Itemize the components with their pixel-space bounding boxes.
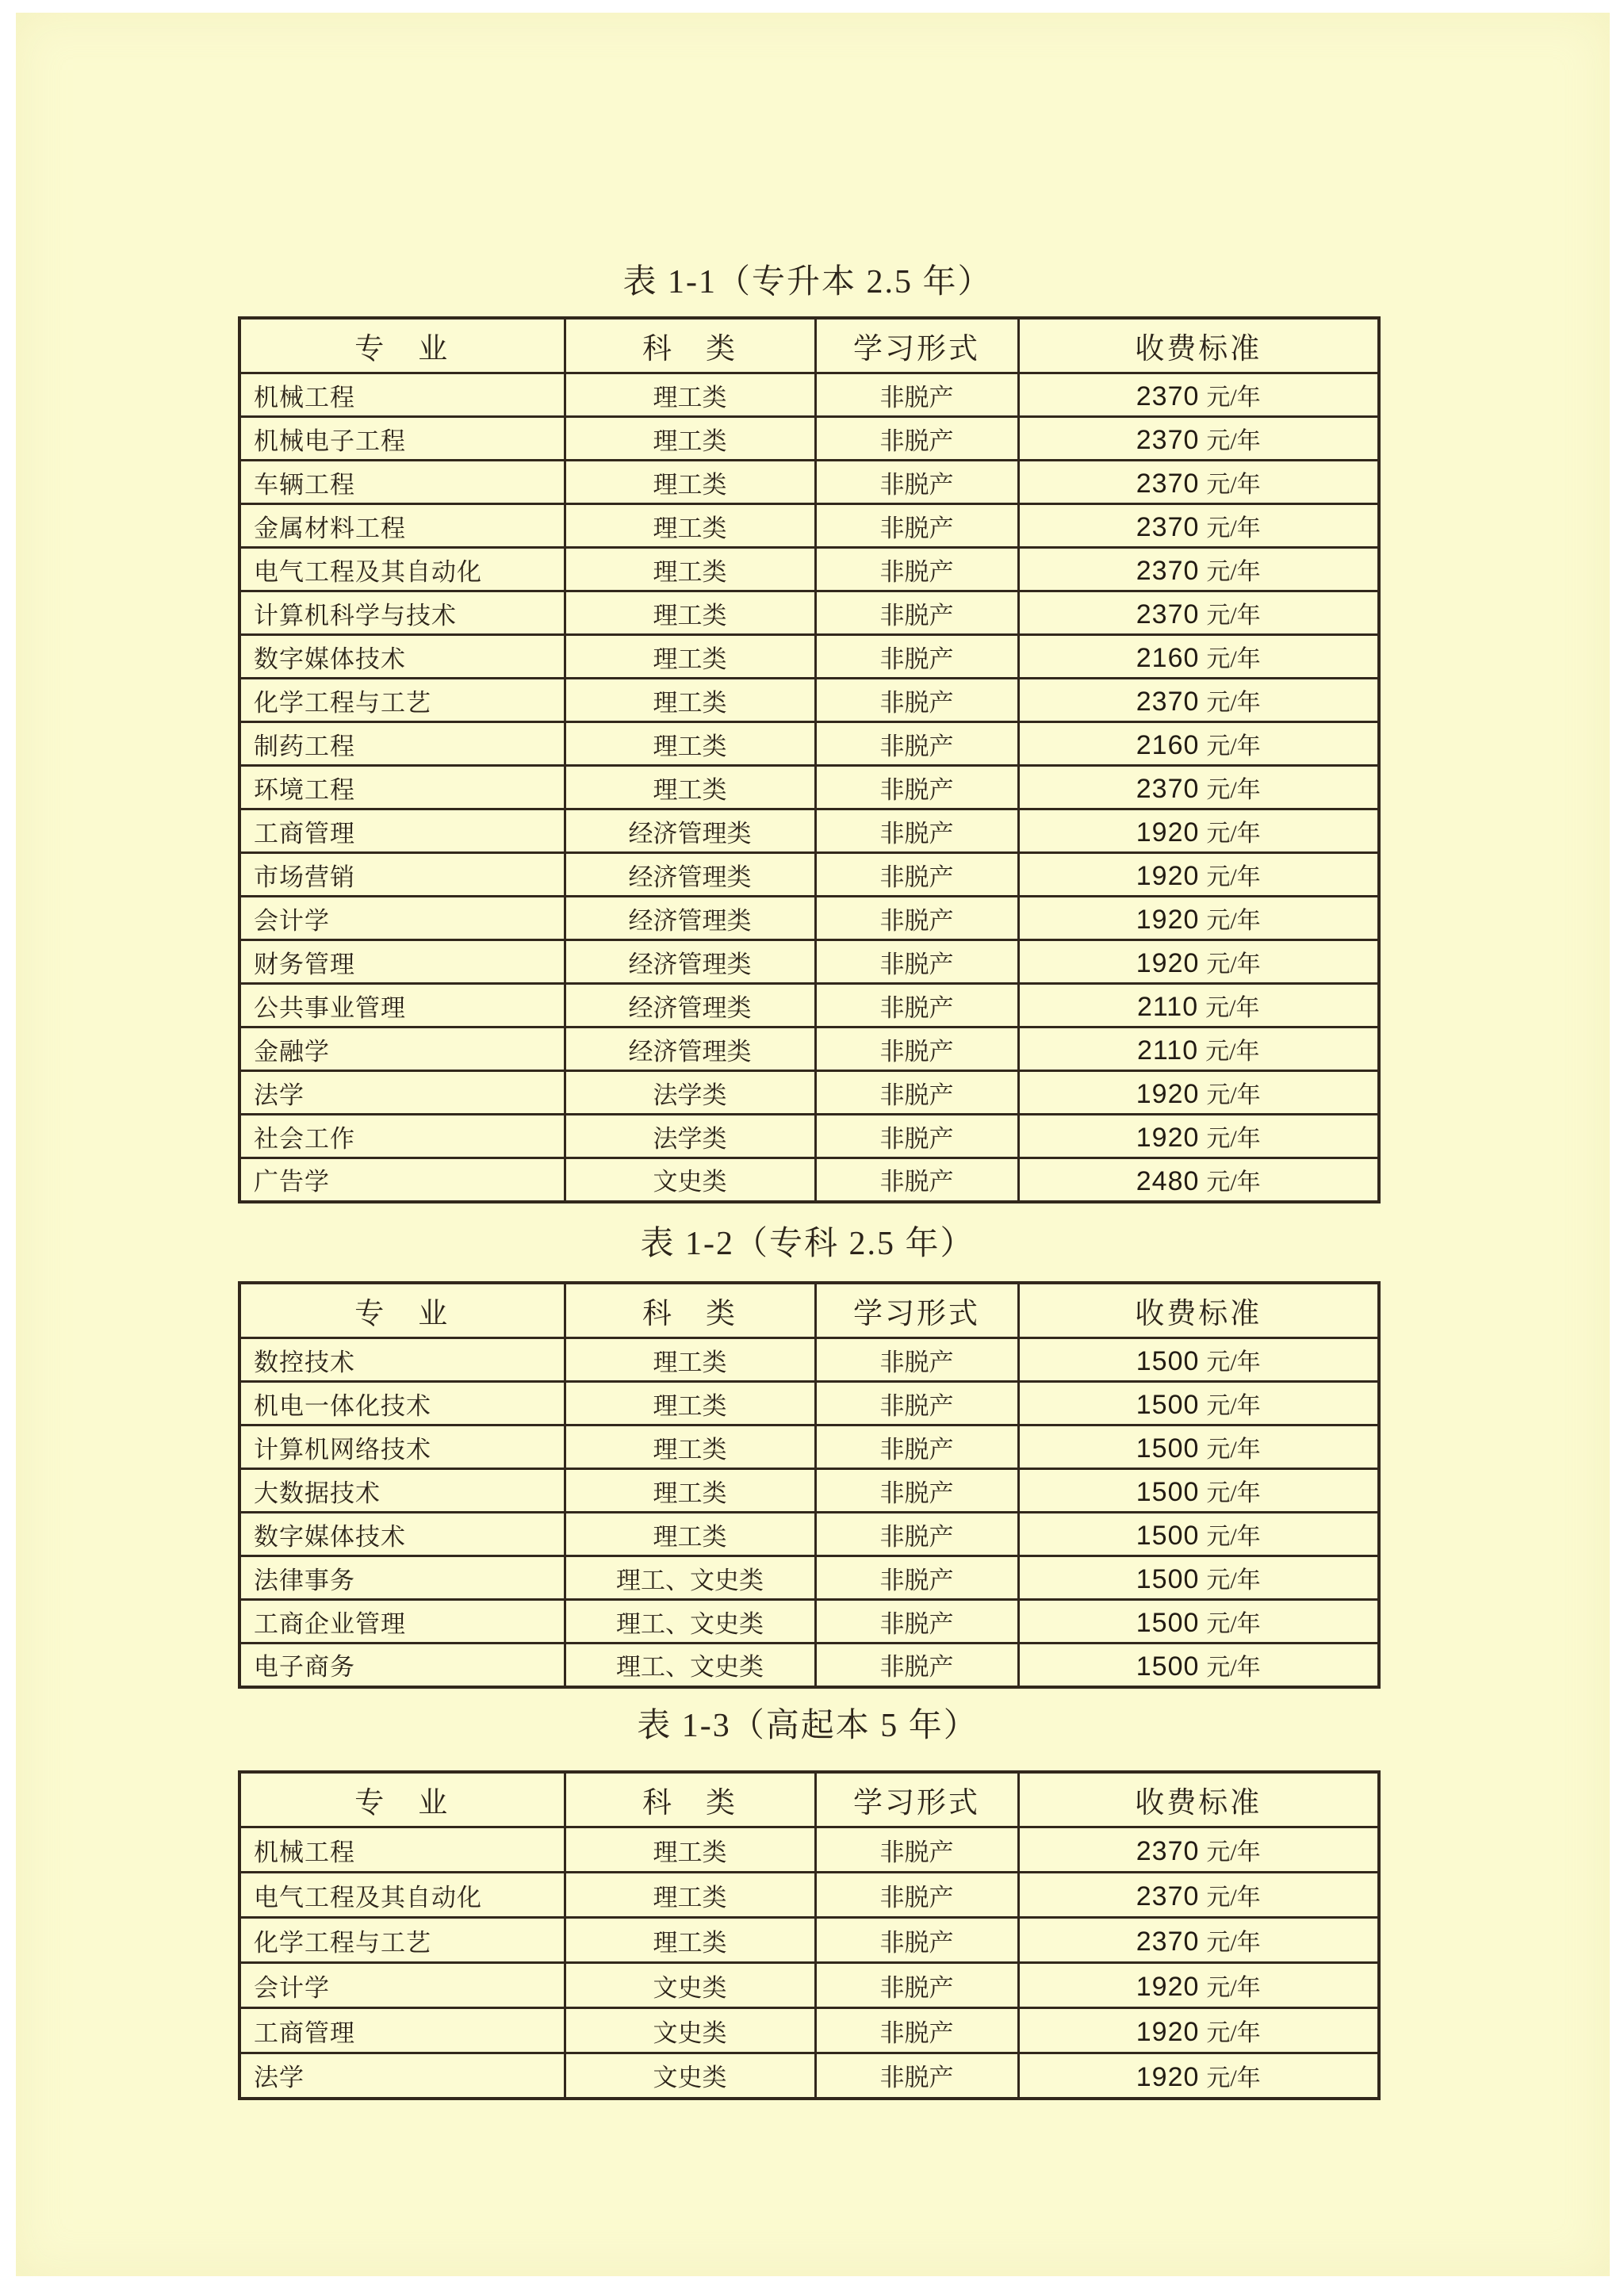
cell-fee <box>1018 1425 1379 1469</box>
cell-category: 理工类 <box>565 1469 815 1513</box>
cell-form: 非脱产 <box>815 417 1018 461</box>
table-row <box>239 984 1379 1027</box>
cell-major: 机械工程 <box>239 373 565 417</box>
fee-unit: 元/年 <box>1206 646 1261 672</box>
table-row <box>239 766 1379 809</box>
cell-major: 化学工程与工艺 <box>239 1918 565 1963</box>
fee-amount: 2370 <box>1136 425 1200 455</box>
cell-major: 机械工程 <box>239 1827 565 1873</box>
cell-category: 理工类 <box>565 1873 815 1918</box>
cell-form: 非脱产 <box>815 1513 1018 1556</box>
cell-category: 理工类 <box>565 1827 815 1873</box>
cell-major: 工商管理 <box>239 809 565 853</box>
cell-fee <box>1018 1513 1379 1556</box>
cell-category: 经济管理类 <box>565 984 815 1027</box>
cell-fee <box>1018 1918 1379 1963</box>
header-form: 学习形式 <box>815 1772 1018 1827</box>
cell-fee <box>1018 1158 1379 1202</box>
table-row <box>239 548 1379 591</box>
cell-form: 非脱产 <box>815 1382 1018 1425</box>
fee-unit: 元/年 <box>1206 908 1261 934</box>
cell-fee <box>1018 373 1379 417</box>
cell-major: 工商企业管理 <box>239 1600 565 1644</box>
table-row <box>239 1382 1379 1425</box>
cell-form: 非脱产 <box>815 984 1018 1027</box>
fee-unit: 元/年 <box>1205 995 1260 1021</box>
fee-amount: 2370 <box>1136 687 1200 717</box>
fee-amount: 2160 <box>1136 730 1200 760</box>
cell-fee <box>1018 1873 1379 1918</box>
table-row <box>239 1963 1379 2008</box>
cell-category: 文史类 <box>565 1963 815 2008</box>
table-row <box>239 940 1379 984</box>
cell-form: 非脱产 <box>815 897 1018 940</box>
header-row <box>239 1772 1379 1827</box>
table-body <box>239 1338 1379 1687</box>
cell-major: 电气工程及其自动化 <box>239 548 565 591</box>
cell-major: 环境工程 <box>239 766 565 809</box>
table-row <box>239 1644 1379 1687</box>
fee-amount: 1500 <box>1136 1477 1200 1507</box>
cell-fee <box>1018 1600 1379 1644</box>
table-row <box>239 591 1379 635</box>
table-title: 表 1-2（专科 2.5 年） <box>640 1226 975 1262</box>
fee-unit: 元/年 <box>1206 777 1261 803</box>
header-fee: 收费标准 <box>1018 1772 1379 1827</box>
fee-table <box>238 1770 1381 2100</box>
cell-category: 理工类 <box>565 635 815 679</box>
cell-category: 经济管理类 <box>565 853 815 897</box>
table-body <box>239 373 1379 1202</box>
cell-fee <box>1018 2008 1379 2053</box>
table-row <box>239 635 1379 679</box>
cell-major: 市场营销 <box>239 853 565 897</box>
cell-category: 经济管理类 <box>565 940 815 984</box>
cell-major: 电气工程及其自动化 <box>239 1873 565 1918</box>
cell-major: 大数据技术 <box>239 1469 565 1513</box>
fee-unit: 元/年 <box>1206 1654 1261 1681</box>
cell-fee <box>1018 548 1379 591</box>
fee-unit: 元/年 <box>1206 1975 1261 2001</box>
fee-unit: 元/年 <box>1206 1930 1261 1956</box>
fee-unit: 元/年 <box>1206 951 1261 978</box>
cell-fee <box>1018 591 1379 635</box>
fee-unit: 元/年 <box>1206 559 1261 585</box>
header-fee: 收费标准 <box>1018 318 1379 373</box>
cell-form: 非脱产 <box>815 940 1018 984</box>
cell-form: 非脱产 <box>815 591 1018 635</box>
cell-category: 理工类 <box>565 766 815 809</box>
table-row <box>239 1556 1379 1600</box>
fee-amount: 2370 <box>1136 469 1200 499</box>
fee-unit: 元/年 <box>1206 1839 1261 1866</box>
table-row <box>239 417 1379 461</box>
header-category: 科 类 <box>565 1772 815 1827</box>
cell-fee <box>1018 1827 1379 1873</box>
cell-category: 理工类 <box>565 679 815 722</box>
fee-amount: 1500 <box>1136 1608 1200 1638</box>
cell-major: 数字媒体技术 <box>239 1513 565 1556</box>
cell-fee <box>1018 722 1379 766</box>
fee-unit: 元/年 <box>1206 1437 1261 1463</box>
cell-form: 非脱产 <box>815 461 1018 504</box>
cell-fee <box>1018 504 1379 548</box>
table-row <box>239 1071 1379 1115</box>
fee-amount: 2370 <box>1136 556 1200 586</box>
cell-major: 法学 <box>239 1071 565 1115</box>
fee-amount: 1500 <box>1136 1564 1200 1594</box>
cell-category: 文史类 <box>565 2053 815 2099</box>
cell-form: 非脱产 <box>815 2008 1018 2053</box>
fee-amount: 2370 <box>1136 599 1200 629</box>
header-form: 学习形式 <box>815 318 1018 373</box>
cell-form: 非脱产 <box>815 1644 1018 1687</box>
cell-fee <box>1018 1071 1379 1115</box>
cell-category: 理工类 <box>565 1425 815 1469</box>
table-row <box>239 1158 1379 1202</box>
cell-category: 理工类 <box>565 1338 815 1382</box>
cell-form: 非脱产 <box>815 1115 1018 1158</box>
fee-amount: 2110 <box>1137 992 1199 1022</box>
paper-background <box>16 13 1610 2276</box>
cell-major: 电子商务 <box>239 1644 565 1687</box>
cell-category: 法学类 <box>565 1115 815 1158</box>
table-row <box>239 1115 1379 1158</box>
fee-amount: 1500 <box>1136 1521 1200 1551</box>
cell-fee <box>1018 1382 1379 1425</box>
cell-category: 经济管理类 <box>565 1027 815 1071</box>
cell-fee <box>1018 417 1379 461</box>
table-row <box>239 2053 1379 2099</box>
cell-form: 非脱产 <box>815 853 1018 897</box>
fee-amount: 1920 <box>1136 817 1200 848</box>
cell-major: 法学 <box>239 2053 565 2099</box>
header-category: 科 类 <box>565 1283 815 1338</box>
table-row <box>239 1425 1379 1469</box>
fee-amount: 2370 <box>1136 1836 1200 1866</box>
cell-major: 数字媒体技术 <box>239 635 565 679</box>
table-row <box>239 679 1379 722</box>
table-title: 表 1-3（高起本 5 年） <box>637 1708 979 1744</box>
table-row <box>239 1600 1379 1644</box>
cell-major: 计算机科学与技术 <box>239 591 565 635</box>
cell-form: 非脱产 <box>815 766 1018 809</box>
cell-fee <box>1018 1469 1379 1513</box>
cell-major: 广告学 <box>239 1158 565 1202</box>
cell-fee <box>1018 635 1379 679</box>
table-row <box>239 1027 1379 1071</box>
cell-fee <box>1018 897 1379 940</box>
cell-category: 理工类 <box>565 461 815 504</box>
cell-major: 法律事务 <box>239 1556 565 1600</box>
header-form: 学习形式 <box>815 1283 1018 1338</box>
fee-amount: 1500 <box>1136 1390 1200 1420</box>
table-row <box>239 853 1379 897</box>
cell-category: 理工类 <box>565 548 815 591</box>
header-major: 专 业 <box>239 1772 565 1827</box>
fee-unit: 元/年 <box>1206 1480 1261 1506</box>
table-body <box>239 1827 1379 2099</box>
cell-category: 理工类 <box>565 1918 815 1963</box>
fee-unit: 元/年 <box>1205 1039 1260 1065</box>
cell-form: 非脱产 <box>815 1918 1018 1963</box>
fee-amount: 2110 <box>1137 1035 1199 1066</box>
cell-form: 非脱产 <box>815 1873 1018 1918</box>
cell-fee <box>1018 679 1379 722</box>
cell-fee <box>1018 1963 1379 2008</box>
fee-amount: 1920 <box>1136 1123 1200 1153</box>
cell-fee <box>1018 809 1379 853</box>
cell-major: 车辆工程 <box>239 461 565 504</box>
cell-major: 计算机网络技术 <box>239 1425 565 1469</box>
cell-form: 非脱产 <box>815 1469 1018 1513</box>
cell-major: 机械电子工程 <box>239 417 565 461</box>
cell-form: 非脱产 <box>815 1556 1018 1600</box>
cell-major: 工商管理 <box>239 2008 565 2053</box>
table-row <box>239 1513 1379 1556</box>
header-category: 科 类 <box>565 318 815 373</box>
cell-form: 非脱产 <box>815 1071 1018 1115</box>
table-row <box>239 897 1379 940</box>
cell-form: 非脱产 <box>815 1827 1018 1873</box>
fee-amount: 2370 <box>1136 381 1200 411</box>
fee-unit: 元/年 <box>1206 428 1261 454</box>
fee-amount: 1500 <box>1136 1433 1200 1464</box>
fee-table <box>238 316 1381 1203</box>
fee-unit: 元/年 <box>1206 1082 1261 1108</box>
fee-amount: 2370 <box>1136 512 1200 542</box>
cell-major: 公共事业管理 <box>239 984 565 1027</box>
cell-form: 非脱产 <box>815 635 1018 679</box>
header-row <box>239 318 1379 373</box>
cell-category: 理工类 <box>565 373 815 417</box>
fee-table-section-1 <box>238 262 1377 1203</box>
header-row <box>239 1283 1379 1338</box>
table-row <box>239 1469 1379 1513</box>
cell-category: 理工类 <box>565 504 815 548</box>
header-fee: 收费标准 <box>1018 1283 1379 1338</box>
cell-form: 非脱产 <box>815 373 1018 417</box>
cell-major: 化学工程与工艺 <box>239 679 565 722</box>
fee-unit: 元/年 <box>1206 515 1261 541</box>
cell-form: 非脱产 <box>815 809 1018 853</box>
cell-form: 非脱产 <box>815 1027 1018 1071</box>
fee-amount: 1920 <box>1136 948 1200 978</box>
fee-unit: 元/年 <box>1206 733 1261 760</box>
fee-unit: 元/年 <box>1206 1169 1261 1196</box>
table-row <box>239 1918 1379 1963</box>
table-row <box>239 461 1379 504</box>
fee-table-section-2 <box>238 1224 1377 1689</box>
cell-fee <box>1018 766 1379 809</box>
cell-fee <box>1018 1644 1379 1687</box>
fee-amount: 1920 <box>1136 905 1200 935</box>
cell-category: 理工类 <box>565 591 815 635</box>
cell-fee <box>1018 1115 1379 1158</box>
fee-amount: 1500 <box>1136 1651 1200 1682</box>
fee-unit: 元/年 <box>1206 1349 1261 1376</box>
cell-form: 非脱产 <box>815 504 1018 548</box>
cell-major: 金属材料工程 <box>239 504 565 548</box>
cell-category: 经济管理类 <box>565 897 815 940</box>
fee-unit: 元/年 <box>1206 1524 1261 1550</box>
fee-unit: 元/年 <box>1206 1611 1261 1637</box>
fee-table <box>238 1281 1381 1689</box>
fee-amount: 2370 <box>1136 1881 1200 1911</box>
header-major: 专 业 <box>239 318 565 373</box>
table-row <box>239 2008 1379 2053</box>
fee-amount: 2160 <box>1136 643 1200 673</box>
fee-unit: 元/年 <box>1206 1126 1261 1152</box>
fee-amount: 1920 <box>1136 2017 1200 2047</box>
cell-category: 经济管理类 <box>565 809 815 853</box>
fee-unit: 元/年 <box>1206 1393 1261 1419</box>
fee-unit: 元/年 <box>1206 2020 1261 2046</box>
fee-amount: 2370 <box>1136 774 1200 804</box>
cell-category: 理工、文史类 <box>565 1644 815 1687</box>
cell-fee <box>1018 461 1379 504</box>
fee-unit: 元/年 <box>1206 864 1261 890</box>
table-row <box>239 1873 1379 1918</box>
fee-unit: 元/年 <box>1206 472 1261 498</box>
cell-form: 非脱产 <box>815 679 1018 722</box>
cell-category: 法学类 <box>565 1071 815 1115</box>
cell-category: 文史类 <box>565 2008 815 2053</box>
fee-amount: 1920 <box>1136 861 1200 891</box>
cell-form: 非脱产 <box>815 1600 1018 1644</box>
fee-amount: 2480 <box>1136 1165 1200 1196</box>
cell-major: 机电一体化技术 <box>239 1382 565 1425</box>
fee-unit: 元/年 <box>1206 690 1261 716</box>
fee-table-section-3 <box>238 1706 1377 2100</box>
cell-form: 非脱产 <box>815 2053 1018 2099</box>
cell-form: 非脱产 <box>815 1338 1018 1382</box>
cell-fee <box>1018 1556 1379 1600</box>
fee-unit: 元/年 <box>1206 603 1261 629</box>
cell-fee <box>1018 984 1379 1027</box>
cell-major: 金融学 <box>239 1027 565 1071</box>
fee-unit: 元/年 <box>1206 2064 1261 2091</box>
cell-form: 非脱产 <box>815 548 1018 591</box>
header-major: 专 业 <box>239 1283 565 1338</box>
cell-form: 非脱产 <box>815 722 1018 766</box>
cell-major: 数控技术 <box>239 1338 565 1382</box>
cell-major: 制药工程 <box>239 722 565 766</box>
cell-fee <box>1018 2053 1379 2099</box>
fee-unit: 元/年 <box>1206 821 1261 847</box>
cell-category: 理工类 <box>565 722 815 766</box>
cell-form: 非脱产 <box>815 1158 1018 1202</box>
cell-fee <box>1018 940 1379 984</box>
table-row <box>239 1827 1379 1873</box>
cell-major: 社会工作 <box>239 1115 565 1158</box>
cell-form: 非脱产 <box>815 1425 1018 1469</box>
fee-amount: 1920 <box>1136 1079 1200 1109</box>
cell-category: 文史类 <box>565 1158 815 1202</box>
table-title: 表 1-1（专升本 2.5 年） <box>622 264 993 300</box>
cell-category: 理工、文史类 <box>565 1556 815 1600</box>
fee-unit: 元/年 <box>1206 385 1261 411</box>
fee-unit: 元/年 <box>1206 1567 1261 1594</box>
fee-amount: 1920 <box>1136 1972 1200 2002</box>
cell-fee <box>1018 853 1379 897</box>
cell-fee <box>1018 1338 1379 1382</box>
table-row <box>239 722 1379 766</box>
cell-category: 理工类 <box>565 417 815 461</box>
cell-major: 会计学 <box>239 897 565 940</box>
table-row <box>239 504 1379 548</box>
cell-fee <box>1018 1027 1379 1071</box>
fee-amount: 1500 <box>1136 1346 1200 1376</box>
fee-amount: 1920 <box>1136 2061 1200 2092</box>
table-row <box>239 373 1379 417</box>
cell-category: 理工类 <box>565 1382 815 1425</box>
cell-category: 理工类 <box>565 1513 815 1556</box>
table-row <box>239 1338 1379 1382</box>
fee-amount: 2370 <box>1136 1927 1200 1957</box>
cell-form: 非脱产 <box>815 1963 1018 2008</box>
cell-major: 财务管理 <box>239 940 565 984</box>
fee-unit: 元/年 <box>1206 1885 1261 1911</box>
cell-major: 会计学 <box>239 1963 565 2008</box>
cell-category: 理工、文史类 <box>565 1600 815 1644</box>
table-row <box>239 809 1379 853</box>
